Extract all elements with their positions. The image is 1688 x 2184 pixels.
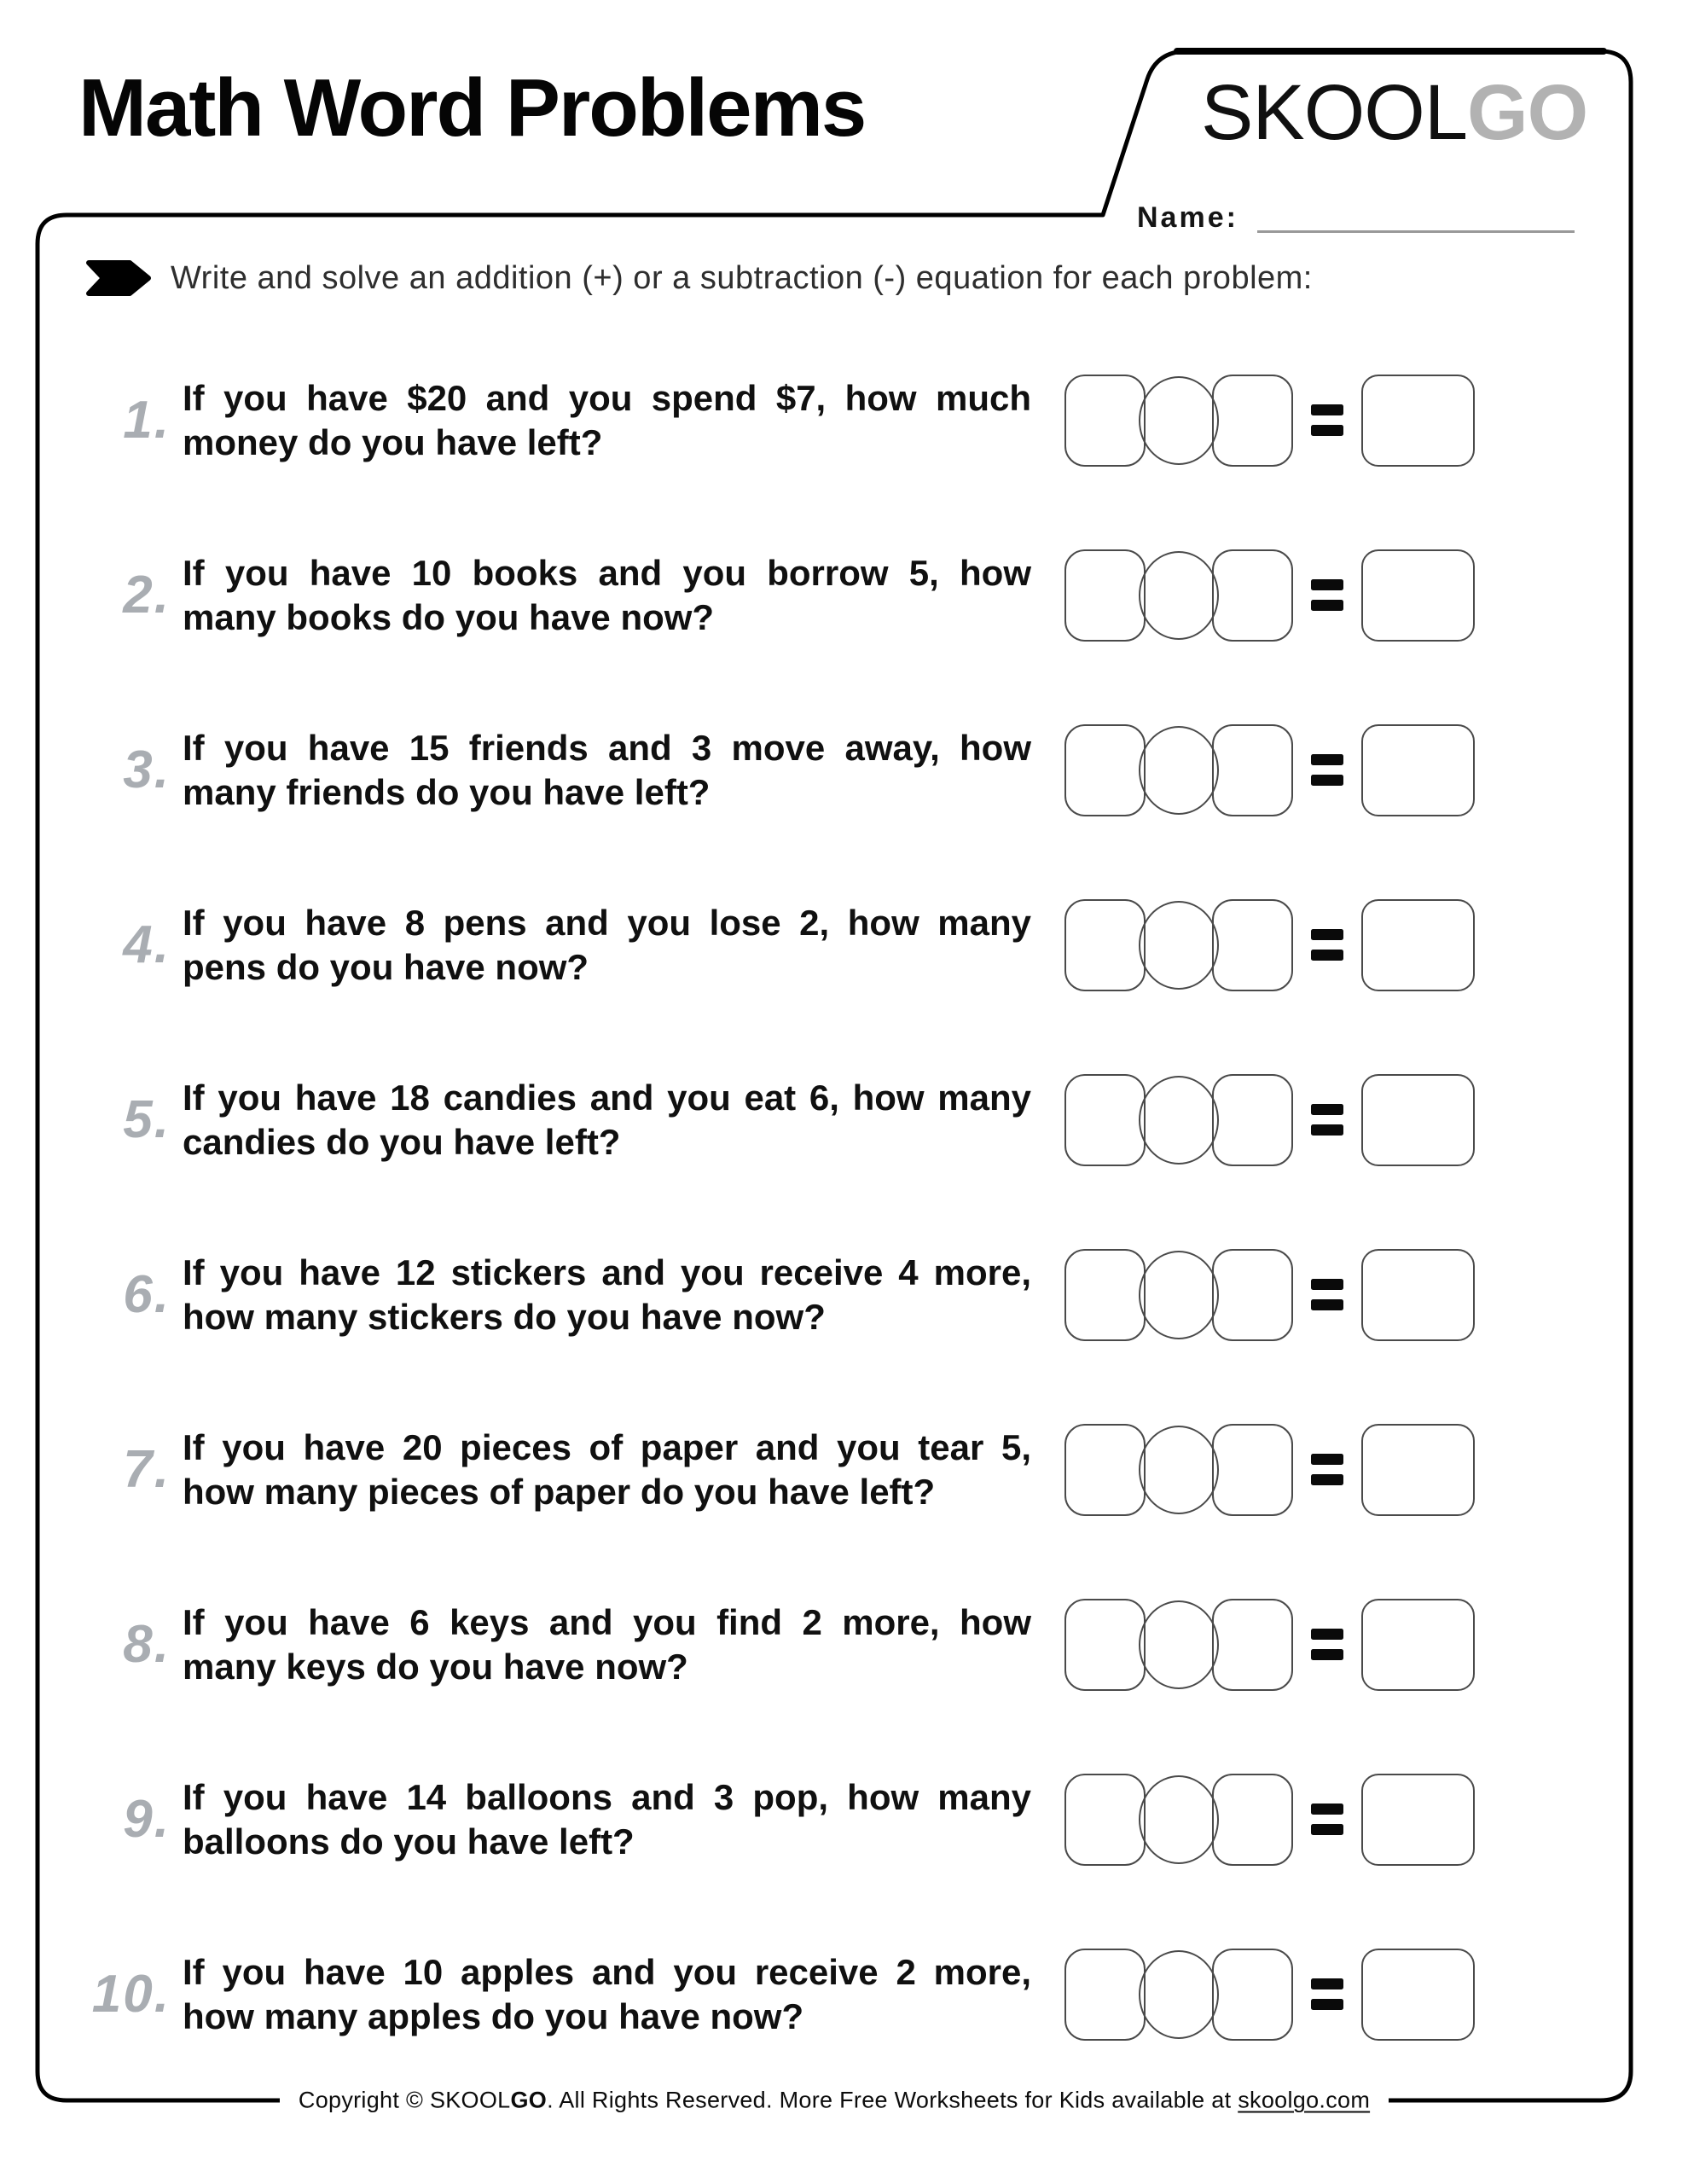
answer-box-result[interactable] [1361, 1599, 1475, 1691]
answer-box-second-number[interactable] [1212, 1599, 1293, 1691]
problem-text: If you have 8 pens and you lose 2, how many pens do you have now? [183, 903, 1031, 987]
problem-number: 6. [123, 1265, 171, 1324]
problem-row [75, 1032, 1475, 1207]
answer-circle-operator[interactable] [1139, 1775, 1219, 1864]
answer-box-result[interactable] [1361, 1774, 1475, 1866]
problem-number: 5. [123, 1090, 171, 1149]
answer-box-result[interactable] [1361, 375, 1475, 467]
problem-text: If you have 12 stickers and you receive 4 more, how many stickers do you have now? [183, 1252, 1031, 1337]
answer-box-first-number[interactable] [1064, 899, 1146, 991]
answer-box-first-number[interactable] [1064, 1249, 1146, 1341]
problem-row [75, 1907, 1475, 2082]
instruction-text: Write and solve an addition (+) or a subtraction (-) equation for each problem: [171, 259, 1313, 296]
page-title: Math Word Problems [78, 62, 866, 154]
answer-box-second-number[interactable] [1212, 724, 1293, 816]
problem-row [75, 333, 1475, 508]
answer-circle-operator[interactable] [1139, 376, 1219, 465]
answer-area [1064, 1249, 1475, 1341]
answer-box-first-number[interactable] [1064, 1599, 1146, 1691]
answer-box-result[interactable] [1361, 1424, 1475, 1516]
copyright-text [280, 2088, 1389, 2114]
name-input-line[interactable] [1257, 207, 1575, 233]
answer-box-first-number[interactable] [1064, 375, 1146, 467]
logo-text-skool: SKOOL [1201, 69, 1468, 156]
problem-row [75, 682, 1475, 857]
answer-box-second-number[interactable] [1212, 1949, 1293, 2041]
problem-number: 2. [123, 566, 171, 624]
answer-box-result[interactable] [1361, 1249, 1475, 1341]
equals-sign [1311, 754, 1343, 786]
problem-number: 1. [123, 391, 171, 450]
answer-box-second-number[interactable] [1212, 375, 1293, 467]
answer-box-result[interactable] [1361, 1949, 1475, 2041]
problem-number: 9. [123, 1790, 171, 1849]
answer-box-first-number[interactable] [1064, 724, 1146, 816]
footer [38, 2088, 1631, 2114]
problem-text: If you have 10 apples and you receive 2 more, how many apples do you have now? [183, 1952, 1031, 2036]
equals-sign [1311, 929, 1343, 961]
answer-box-second-number[interactable] [1212, 1774, 1293, 1866]
name-label: Name: [1137, 201, 1238, 234]
problem-number: 3. [123, 741, 171, 799]
instruction-row [85, 259, 1313, 297]
skoolgo-link[interactable]: skoolgo.com [1238, 2087, 1371, 2113]
answer-area [1064, 1424, 1475, 1516]
answer-box-first-number[interactable] [1064, 1424, 1146, 1516]
answer-area [1064, 1599, 1475, 1691]
problems-list [38, 333, 1631, 2082]
answer-circle-operator[interactable] [1139, 726, 1219, 815]
problem-text: If you have 10 books and you borrow 5, how many books do you have now? [183, 553, 1031, 637]
answer-area [1064, 899, 1475, 991]
answer-circle-operator[interactable] [1139, 1251, 1219, 1339]
problem-text: If you have 15 friends and 3 move away, how many friends do you have left? [183, 728, 1031, 812]
problem-row [75, 857, 1475, 1032]
answer-box-first-number[interactable] [1064, 1074, 1146, 1166]
answer-box-result[interactable] [1361, 899, 1475, 991]
copyright-go: GO [510, 2087, 548, 2113]
equals-sign [1311, 1104, 1343, 1136]
answer-box-first-number[interactable] [1064, 549, 1146, 642]
answer-box-first-number[interactable] [1064, 1774, 1146, 1866]
equals-sign [1311, 1629, 1343, 1660]
equals-sign [1311, 1279, 1343, 1310]
copyright-mid: . All Rights Reserved. More Free Worksheets for Kids available at [547, 2087, 1238, 2113]
name-row [1137, 201, 1575, 235]
equals-sign [1311, 1978, 1343, 2010]
equals-sign [1311, 404, 1343, 436]
problem-row [75, 1732, 1475, 1907]
skoolgo-logo [1201, 68, 1587, 158]
problem-number: 10. [91, 1965, 171, 2024]
answer-area [1064, 1949, 1475, 2041]
answer-area [1064, 375, 1475, 467]
equals-sign [1311, 579, 1343, 611]
answer-circle-operator[interactable] [1139, 1076, 1219, 1165]
answer-area [1064, 549, 1475, 642]
equals-sign [1311, 1454, 1343, 1485]
problem-text: If you have 6 keys and you find 2 more, how many keys do you have now? [183, 1602, 1031, 1687]
answer-area [1064, 1074, 1475, 1166]
copyright-pre: Copyright © SKOOL [298, 2087, 511, 2113]
answer-circle-operator[interactable] [1139, 1600, 1219, 1689]
problem-text: If you have 18 candies and you eat 6, how many candies do you have left? [183, 1077, 1031, 1162]
answer-area [1064, 724, 1475, 816]
answer-circle-operator[interactable] [1139, 1950, 1219, 2039]
answer-box-second-number[interactable] [1212, 1074, 1293, 1166]
answer-box-second-number[interactable] [1212, 1424, 1293, 1516]
answer-circle-operator[interactable] [1139, 1426, 1219, 1514]
equals-sign [1311, 1804, 1343, 1835]
answer-circle-operator[interactable] [1139, 551, 1219, 640]
problem-number: 7. [123, 1440, 171, 1499]
problem-row [75, 1382, 1475, 1557]
answer-box-second-number[interactable] [1212, 899, 1293, 991]
problem-row [75, 1557, 1475, 1732]
answer-box-second-number[interactable] [1212, 1249, 1293, 1341]
logo-text-go: GO [1467, 69, 1588, 156]
answer-box-result[interactable] [1361, 724, 1475, 816]
problem-number: 8. [123, 1615, 171, 1674]
instruction-arrow-icon [85, 259, 152, 297]
problem-text: If you have $20 and you spend $7, how much money do you have left? [183, 378, 1031, 462]
answer-circle-operator[interactable] [1139, 901, 1219, 990]
answer-area [1064, 1774, 1475, 1866]
problem-row [75, 1207, 1475, 1382]
answer-box-second-number[interactable] [1212, 549, 1293, 642]
problem-number: 4. [123, 915, 171, 974]
answer-box-result[interactable] [1361, 1074, 1475, 1166]
answer-box-result[interactable] [1361, 549, 1475, 642]
problem-text: If you have 20 pieces of paper and you tear 5, how many pieces of paper do you have left? [183, 1427, 1031, 1512]
problem-row [75, 508, 1475, 682]
problem-text: If you have 14 balloons and 3 pop, how many balloons do you have left? [183, 1777, 1031, 1862]
answer-box-first-number[interactable] [1064, 1949, 1146, 2041]
